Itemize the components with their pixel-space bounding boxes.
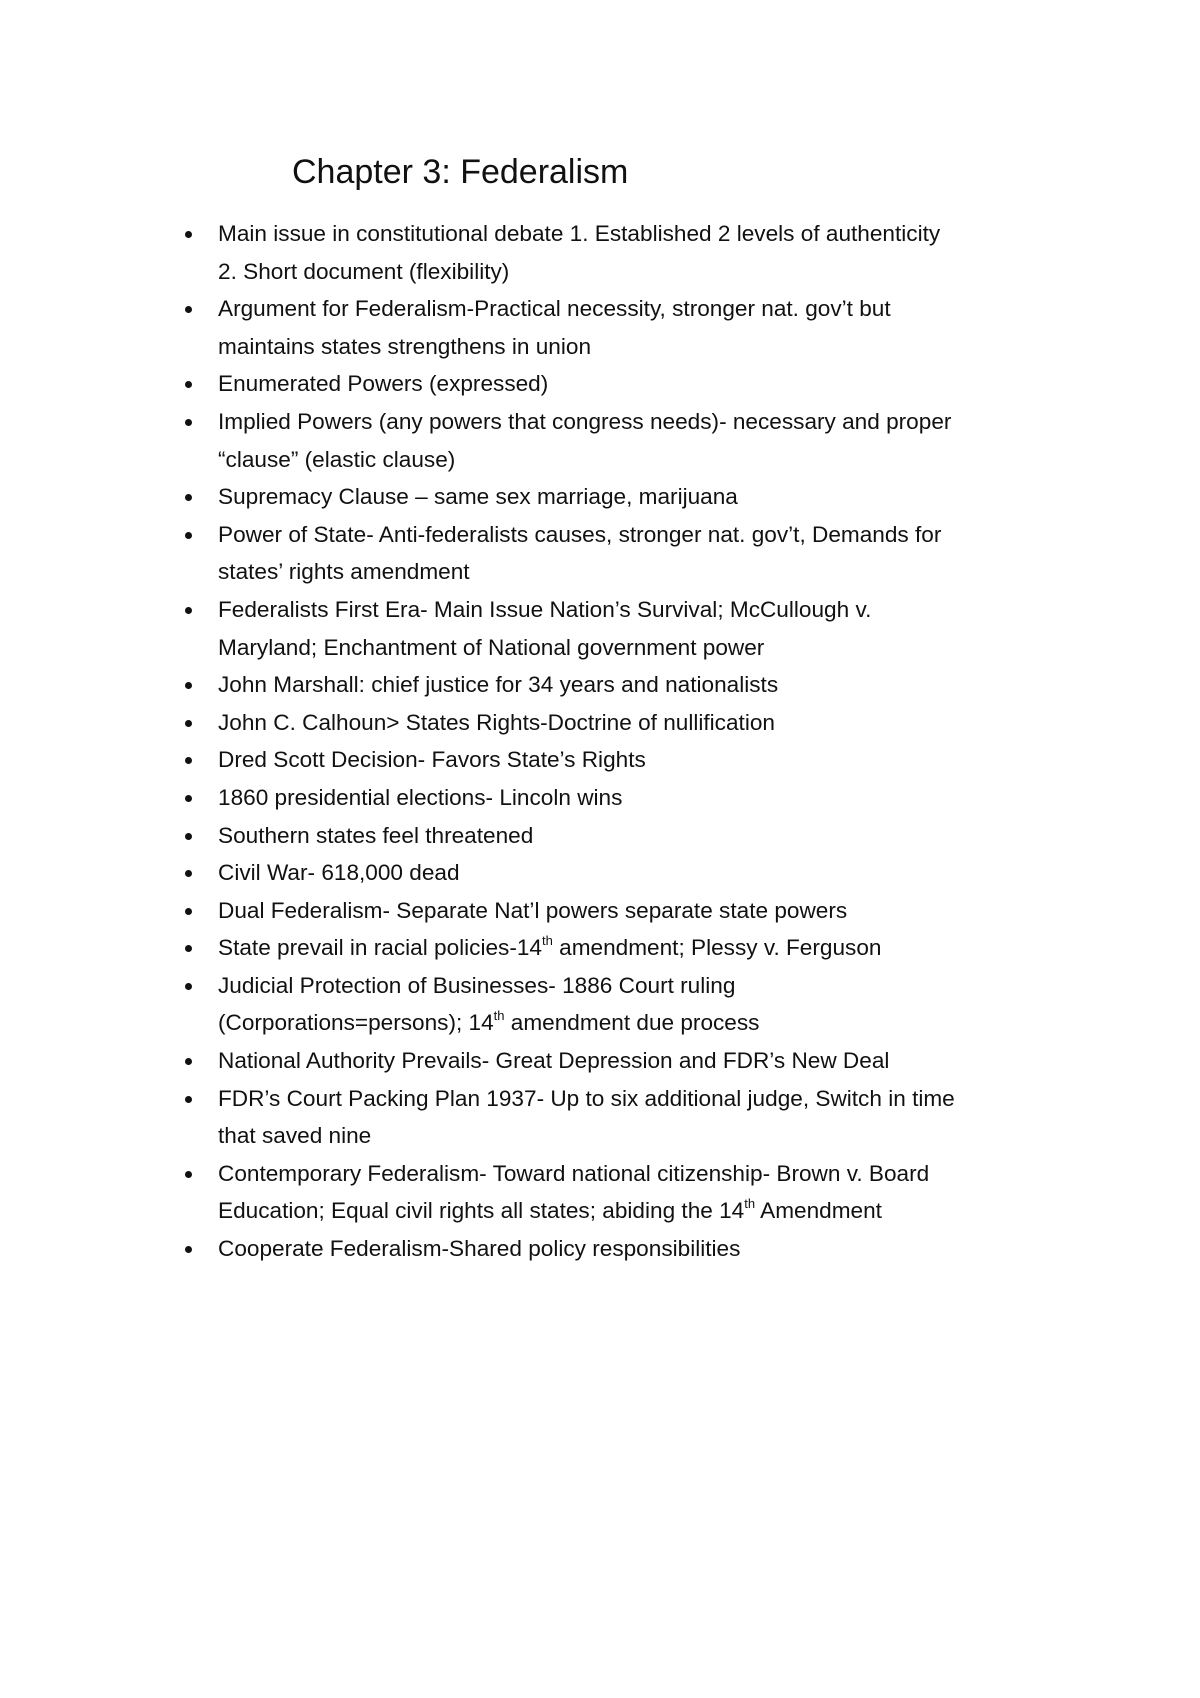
line-text: (Corporations=persons); 14 (218, 1010, 494, 1036)
list-item-line: 1860 presidential elections- Lincoln wins (218, 784, 623, 810)
bullet-list (0, 215, 1200, 1268)
bullet-dot-icon (185, 945, 192, 952)
bullet-dot-icon (185, 1096, 192, 1103)
bullet-dot-icon (185, 1058, 192, 1065)
list-item-line: Maryland; Enchantment of National government power (218, 634, 765, 660)
list-item-line: Dual Federalism- Separate Nat’l powers separate state powers (218, 897, 848, 923)
list-item-line (218, 929, 1068, 967)
list-item (0, 741, 1068, 779)
list-item (0, 892, 1068, 930)
list-item-line: “clause” (elastic clause) (218, 446, 456, 472)
bullet-dot-icon (185, 870, 192, 877)
line-text: State prevail in racial policies-14 (218, 935, 543, 961)
list-item-line: FDR’s Court Packing Plan 1937- Up to six additional judge, Switch in time (218, 1085, 955, 1111)
list-item (0, 704, 1068, 742)
bullet-dot-icon (185, 795, 192, 802)
bullet-dot-icon (185, 757, 192, 764)
ordinal-superscript: th (744, 1195, 756, 1211)
list-item (0, 854, 1068, 892)
bullet-dot-icon (185, 381, 192, 388)
list-item-line: Judicial Protection of Businesses- 1886 Court ruling (218, 972, 736, 998)
bullet-dot-icon (185, 306, 192, 313)
list-item (0, 1230, 1068, 1268)
list-item (0, 1155, 1068, 1230)
list-item (0, 967, 1068, 1042)
line-text: amendment; Plessy v. Ferguson (552, 935, 882, 961)
list-item-line: 2. Short document (flexibility) (218, 258, 510, 284)
list-item-line: Implied Powers (any powers that congress needs)- necessary and proper (218, 408, 952, 434)
ordinal-superscript: th (542, 932, 553, 948)
bullet-dot-icon (185, 607, 192, 614)
list-item-line (218, 1192, 1068, 1230)
list-item-line: John Marshall: chief justice for 34 years and nationalists (218, 672, 779, 698)
bullet-dot-icon (185, 532, 192, 539)
list-item (0, 478, 1068, 516)
list-item-line: Civil War- 618,000 dead (218, 860, 460, 886)
list-item-line: Power of State- Anti-federalists causes, stronger nat. gov’t, Demands for (218, 521, 942, 547)
bullet-dot-icon (185, 682, 192, 689)
line-text: Education; Equal civil rights all states; abiding the 14 (218, 1198, 745, 1224)
list-item (0, 365, 1068, 403)
list-item-line: Cooperate Federalism-Shared policy responsibilities (218, 1236, 741, 1262)
bullet-dot-icon (185, 908, 192, 915)
list-item-line (218, 1004, 1068, 1042)
list-item (0, 591, 1068, 666)
bullet-dot-icon (185, 833, 192, 840)
list-item (0, 1080, 1068, 1155)
list-item-line: maintains states strengthens in union (218, 333, 592, 359)
list-item (0, 817, 1068, 855)
bullet-dot-icon (185, 720, 192, 727)
list-item-line: Supremacy Clause – same sex marriage, marijuana (218, 484, 738, 510)
list-item (0, 215, 1068, 290)
list-item (0, 779, 1068, 817)
bullet-dot-icon (185, 983, 192, 990)
list-item-line: Federalists First Era- Main Issue Nation’s Survival; McCullough v. (218, 596, 872, 622)
list-item (0, 403, 1068, 478)
bullet-dot-icon (185, 419, 192, 426)
line-text: amendment due process (504, 1010, 760, 1036)
bullet-dot-icon (185, 494, 192, 501)
page-title: Chapter 3: Federalism (292, 153, 629, 191)
bullet-dot-icon (185, 231, 192, 238)
list-item (0, 1042, 1068, 1080)
list-item-line: states’ rights amendment (218, 559, 470, 585)
list-item (0, 666, 1068, 704)
list-item-line: National Authority Prevails- Great Depression and FDR’s New Deal (218, 1048, 890, 1074)
line-text: Amendment (755, 1198, 882, 1224)
list-item (0, 290, 1068, 365)
ordinal-superscript: th (493, 1007, 505, 1023)
bullet-dot-icon (185, 1171, 192, 1178)
list-item (0, 929, 1068, 967)
list-item-line: Southern states feel threatened (218, 822, 534, 848)
list-item-line: Main issue in constitutional debate 1. Established 2 levels of authenticity (218, 221, 941, 246)
list-item-line: that saved nine (218, 1123, 372, 1149)
list-item-line: Contemporary Federalism- Toward national citizenship- Brown v. Board (218, 1160, 930, 1186)
list-item-line: Argument for Federalism-Practical necessity, stronger nat. gov’t but (218, 296, 891, 322)
bullet-dot-icon (185, 1246, 192, 1253)
list-item-line: Dred Scott Decision- Favors State’s Rights (218, 747, 646, 773)
list-item-line: John C. Calhoun> States Rights-Doctrine of nullification (218, 709, 775, 735)
list-item-line: Enumerated Powers (expressed) (218, 371, 549, 397)
list-item (0, 516, 1068, 591)
